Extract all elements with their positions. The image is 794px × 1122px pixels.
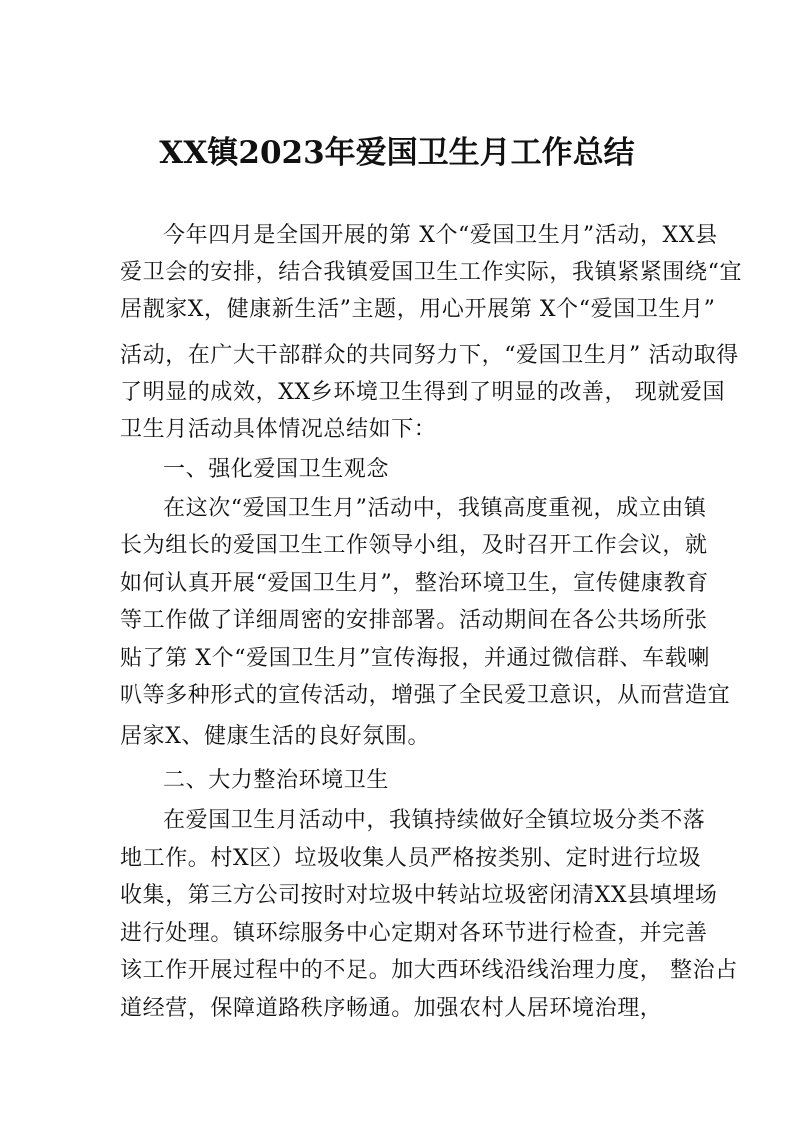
paragraph-line: 贴了第 X个“爱国卫生月”宣传海报，并通过微信群、车载喇 — [120, 646, 710, 671]
paragraph-line: 进行处理。镇环综服务中心定期对各环节进行检查，并完善 — [120, 921, 708, 946]
paragraph-line: 活动，在广大干部群众的共同努力下，“爱国卫生月” 活动取得 — [120, 343, 739, 368]
paragraph-line: 在这次“爱国卫生月”活动中，我镇高度重视，成立由镇 — [163, 496, 707, 521]
paragraph-line: 长为组长的爱国卫生工作领导小组，及时召开工作会议，就 — [120, 533, 708, 558]
paragraph-line: 今年四月是全国开展的第 X个“爱国卫生月”活动，XX县 — [163, 223, 718, 248]
paragraph-line: 居家X、健康生活的良好氛围。 — [120, 724, 431, 749]
paragraph-line: 爱卫会的安排，结合我镇爱国卫生工作实际，我镇紧紧围绕“宜 — [120, 260, 743, 285]
paragraph-line: 叭等多种形式的宣传活动，增强了全民爱卫意识，从而营造宜 — [120, 683, 731, 708]
paragraph-line: 居靓家X，健康新生活”主题，用心开展第 X个“爱国卫生月” — [120, 297, 716, 322]
paragraph-line: 收集，第三方公司按时对垃圾中转站垃圾密闭清XX县填埋场 — [120, 883, 718, 908]
section-heading: 二、大力整治环境卫生 — [163, 768, 390, 793]
paragraph-line: 了明显的成效，XX乡环境卫生得到了明显的改善， 现就爱国 — [120, 380, 726, 405]
paragraph-line: 地工作。村X区）垃圾收集人员严格按类别、定时进行垃圾 — [120, 846, 702, 871]
paragraph-line: 道经营，保障道路秩序畅通。加强农村人居环境治理， — [120, 996, 663, 1021]
paragraph-line: 如何认真开展“爱国卫生月”，整治环境卫生，宣传健康教育 — [120, 571, 709, 596]
section-heading: 一、强化爱国卫生观念 — [163, 457, 390, 482]
paragraph-line: 该工作开展过程中的不足。加大西环线沿线治理力度， 整治占 — [120, 958, 738, 983]
document-title: XX镇2023年爱国卫生月工作总结 — [159, 135, 635, 171]
paragraph-line: 在爱国卫生月活动中，我镇持续做好全镇垃圾分类不落 — [163, 808, 706, 833]
paragraph-line: 等工作做了详细周密的安排部署。活动期间在各公共场所张 — [120, 608, 708, 633]
paragraph-line: 卫生月活动具体情况总结如下： — [120, 417, 437, 442]
